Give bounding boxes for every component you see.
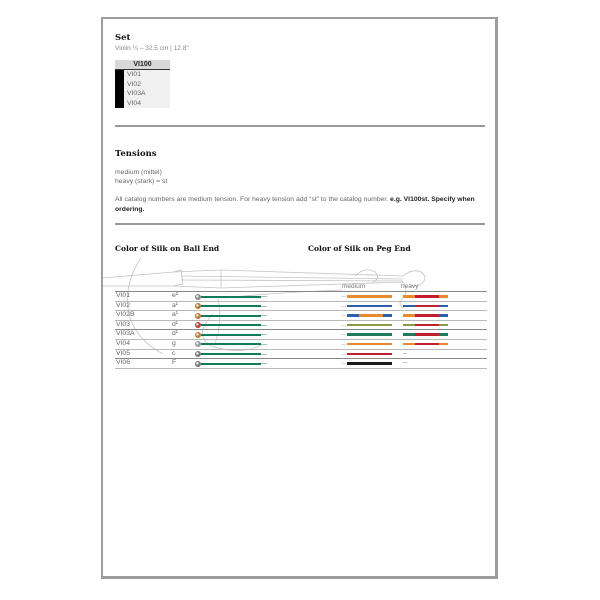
section-divider	[115, 223, 485, 225]
table-row	[115, 329, 487, 339]
thread-end	[341, 296, 346, 297]
tensions-heading: Tensions	[115, 149, 157, 159]
heavy-silk-swatch	[403, 314, 448, 317]
string-tail	[261, 363, 267, 364]
heavy-silk-swatch	[403, 295, 448, 298]
silk-color-table	[115, 291, 487, 369]
medium-silk-swatch	[347, 314, 392, 317]
heavy-silk-swatch	[403, 324, 448, 327]
set-table-bar	[115, 70, 124, 108]
medium-silk-swatch	[347, 343, 392, 346]
tension-medium: medium (mittel)	[115, 169, 162, 176]
catalog-code: VI04	[116, 339, 130, 347]
table-row	[115, 301, 487, 311]
string-note: a¹	[172, 311, 179, 319]
set-subtitle: Violin ¼ – 32.5 cm | 12.8"	[115, 45, 189, 52]
string-note: a¹	[172, 301, 179, 309]
table-row	[115, 320, 487, 330]
set-table	[115, 60, 170, 108]
catalog-code: VI06	[116, 359, 130, 367]
catalog-code: VI01	[116, 292, 130, 299]
table-row	[115, 339, 487, 349]
thread-end	[341, 306, 346, 307]
set-table-header: VI100	[115, 60, 170, 70]
string-tail	[261, 354, 267, 355]
set-item: VI04	[127, 99, 141, 107]
thread-end	[341, 325, 346, 326]
table-row	[115, 349, 487, 359]
thread-end	[341, 315, 346, 316]
set-heading: Set	[115, 33, 131, 43]
tensions-list	[115, 168, 167, 186]
set-item: VI03A	[127, 90, 146, 97]
thread-end	[341, 354, 346, 355]
string-icon	[201, 305, 261, 307]
no-heavy-option: –	[403, 359, 407, 367]
medium-silk-swatch	[347, 324, 392, 327]
catalog-code: VI05	[116, 349, 130, 357]
catalog-code: VI02	[116, 301, 130, 309]
medium-silk-swatch	[347, 295, 392, 298]
string-note: d¹	[172, 330, 179, 338]
tensions-note-text: All catalog numbers are medium tension. For heavy tension add “st” to the catalog number.	[115, 196, 391, 203]
string-note: d¹	[172, 320, 179, 328]
tension-heavy: heavy (stark) = st	[115, 178, 168, 185]
string-icon	[201, 363, 261, 365]
medium-silk-swatch	[347, 333, 392, 336]
heavy-column-label: heavy	[401, 283, 419, 290]
string-note: e²	[172, 292, 179, 299]
string-tail	[261, 325, 267, 326]
set-item: VI01	[127, 71, 141, 78]
string-tail	[261, 334, 267, 335]
string-note: F	[172, 359, 177, 367]
string-tail	[261, 315, 267, 316]
ball-end-heading: Color of Silk on Ball End	[115, 244, 220, 253]
table-row	[115, 358, 487, 369]
string-note: c	[172, 349, 176, 357]
string-icon	[201, 343, 261, 345]
tensions-note	[115, 195, 487, 215]
medium-column-label: medium	[342, 283, 366, 290]
section-divider	[115, 125, 485, 127]
table-row	[115, 291, 487, 301]
medium-silk-swatch	[347, 305, 392, 308]
medium-silk-swatch	[347, 353, 392, 356]
string-icon	[201, 353, 261, 355]
thread-end	[341, 344, 346, 345]
string-icon	[201, 315, 261, 317]
catalog-code: VI03A	[116, 330, 135, 338]
medium-silk-swatch	[347, 362, 392, 365]
table-row	[115, 310, 487, 320]
heavy-silk-swatch	[403, 305, 448, 308]
no-heavy-option: –	[403, 349, 407, 357]
string-note: g	[172, 339, 176, 347]
string-tail	[261, 306, 267, 307]
heavy-silk-swatch	[403, 343, 448, 346]
peg-end-heading: Color of Silk on Peg End	[308, 244, 411, 253]
heavy-silk-swatch	[403, 333, 448, 336]
string-tail	[261, 296, 267, 297]
string-icon	[201, 334, 261, 336]
set-item: VI02	[127, 80, 141, 88]
catalog-code: VI03	[116, 320, 130, 328]
tensions-note-emphasis: e.g. VI100st. Specify when ordering.	[115, 196, 475, 213]
catalog-page	[101, 17, 498, 579]
string-icon	[201, 296, 261, 298]
thread-end	[341, 334, 346, 335]
catalog-code: VI02B	[116, 311, 135, 319]
string-tail	[261, 344, 267, 345]
thread-end	[341, 363, 346, 364]
string-icon	[201, 324, 261, 326]
